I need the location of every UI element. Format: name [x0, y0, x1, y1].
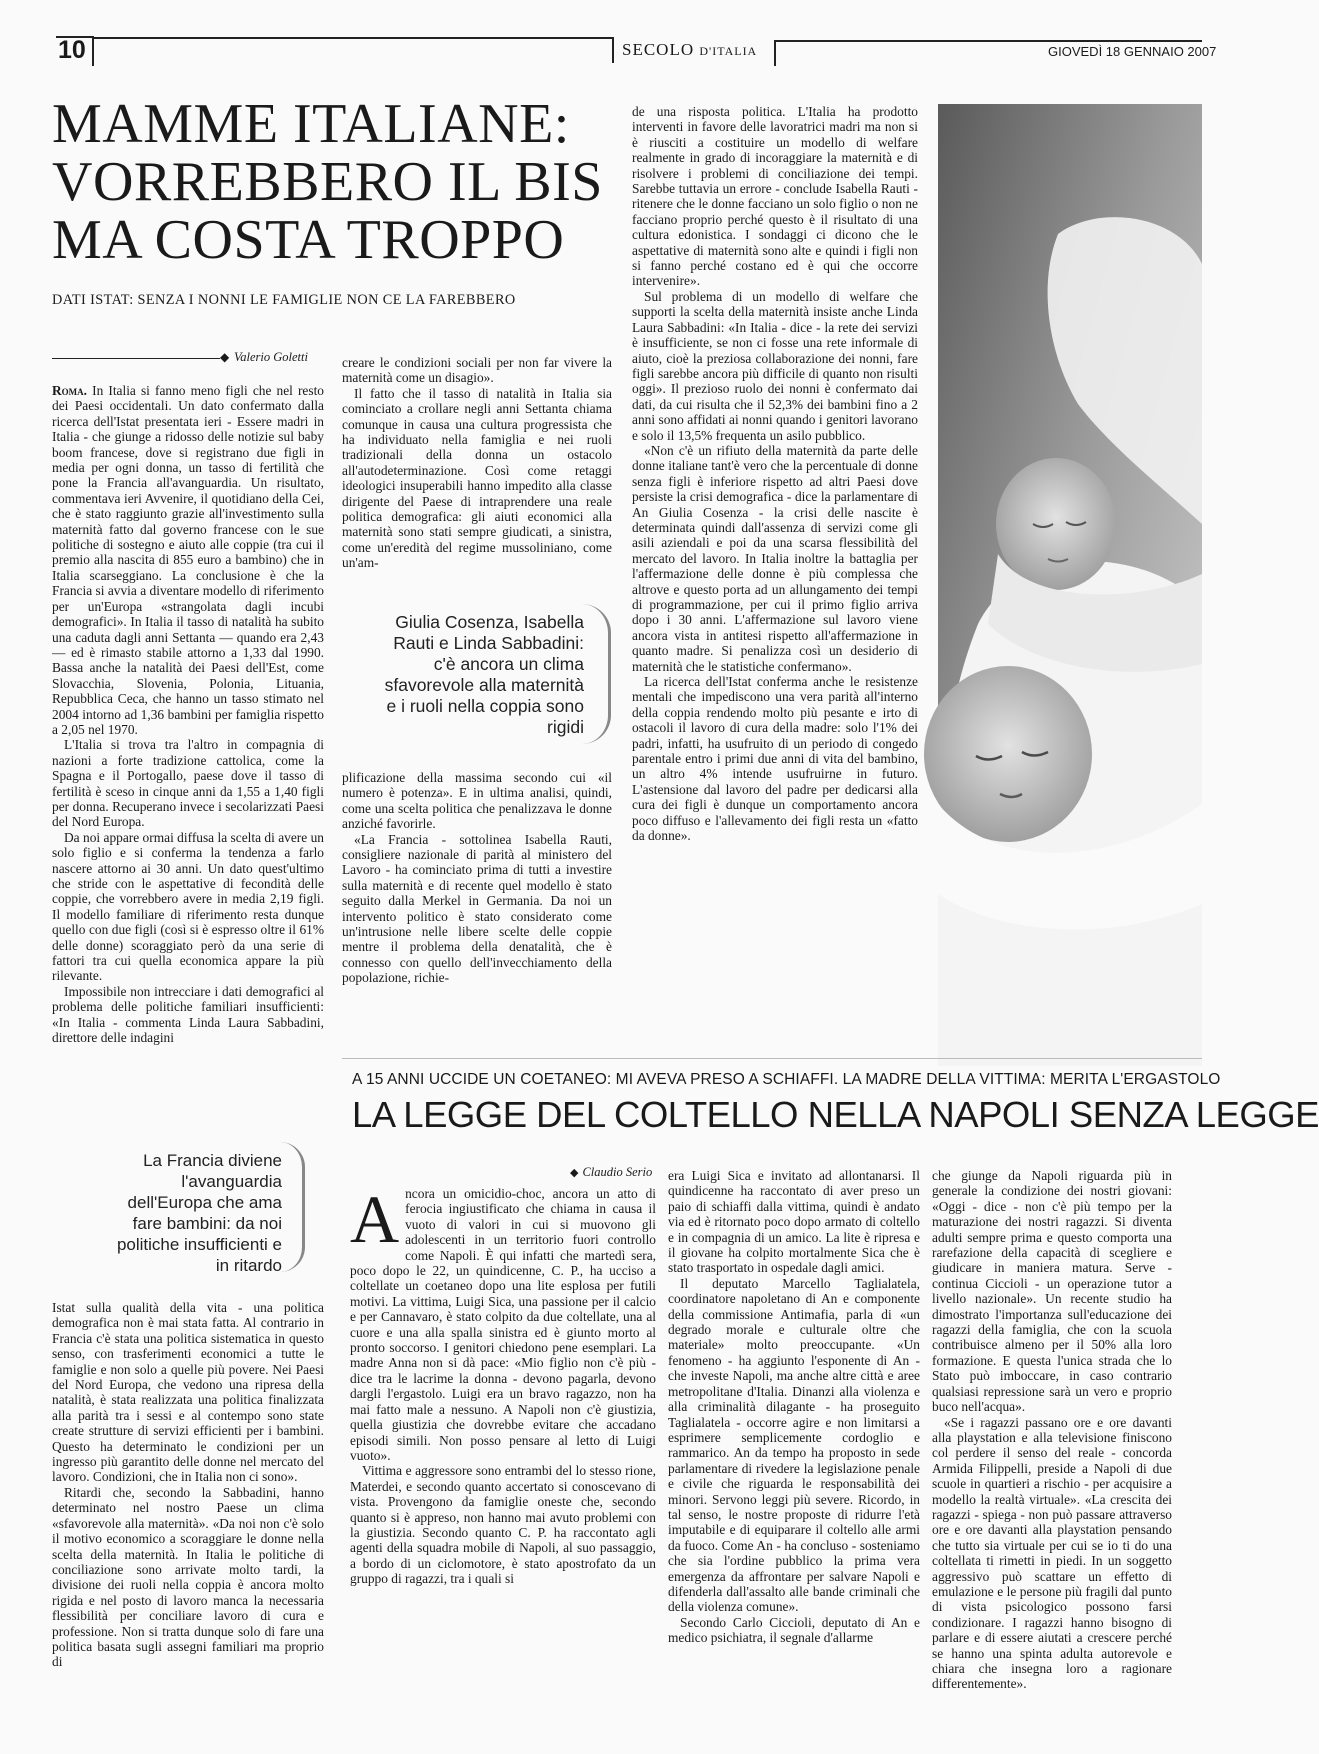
paragraph: che giunge da Napoli riguarda più in generale la condizione dei nostri giovani: «Oggi - dice - non c'è più tempo per la maturazione dei nostri ragazzi. Si diventa adulti sempre prima e questo comporta una rarefazione della capacità di scegliere e giudicare in maniera matura. Serve - continua Ciccioli - un operazione tutor a livello nazionale». Un recente studio ha dimostrato l'importanza sull'educazione dei ragazzi della famiglia, che con la scuola contribuisce almeno per il 50% alla loro formazione. E questa l'unica strada che lo Stato può imboccare, in caso contrario qualsiasi repressione sarà un vero e proprio buco nell'acqua».	[932, 1168, 1172, 1415]
byline-rule	[52, 358, 220, 359]
paragraph: era Luigi Sica e invitato ad allontanarsi. Il quindicenne ha raccontato di aver preso un paio di schiaffi dalla vittima, quindi è andato via ed è ritornato poco dopo armato di coltello e in compagnia di un amico. La lite è ripresa e il giovane ha colpito mortalmente Sica che è stato trasportato in ospedale dagli amici.	[668, 1168, 920, 1276]
paragraph: Da noi appare ormai diffusa la scelta di avere un solo figlio e si conferma la tendenza a farlo nascere attorno ai 30 anni. Un dato quest'ultimo che stride con le aspettative di fecondità delle coppie, che vorrebbero avere in media 2,19 figli. Il modello familiare di riferimento resta dunque quello con due figli (così si è espresso oltre il 61% delle donne) scoraggiato però da una serie di fattori tra cui quella economica appare la più rilevante.	[52, 829, 324, 984]
paragraph: Secondo Carlo Ciccioli, deputato di An e medico psichiatra, il segnale d'allarme	[668, 1614, 920, 1646]
header-rule-right	[774, 40, 1202, 42]
pull-quote-2-bracket-icon	[280, 1142, 305, 1272]
paragraph: ncora un omicidio-choc, ancora un atto di ferocia ingiustificato che chiama in causa il vuoto di valori in cui si muovono gli adolescenti in un territorio fuori controllo come Napoli. È qui infatti che martedì sera, poco dopo le 22, un quindicenne, C. P., ha ucciso a coltellate un coetaneo dopo una lite esplosa per futili motivi. La vittima, Luigi Sica, una passione per il calcio e per Cannavaro, è stato colpito da due coltellate, una al cuore e una alla spalla sinistra ed è giunto morto al pronto soccorso. I genitori chiedono pene esemplari. La madre Anna non si dà pace: «Mio figlio non c'è più - dice tra le lacrime la donna - devono pagarla, devono dargli l'ergastolo. Luigi era un bravo ragazzo, non ha mai fatto male a nessuno. A Napoli non c'è giustizia, quella giustizia che dovrebbe evitare che accadano episodi simili. Non posso pensare al letto di Luigi vuoto».	[350, 1186, 656, 1463]
paragraph: plificazione della massima secondo cui «il numero è potenza». E in ultima analisi, quindi, come una scelta politica che penalizzava le donne anziché favorirle.	[342, 770, 612, 832]
paragraph: Istat sulla qualità della vita - una politica demografica non è mai stata fatta. Al contrario in Francia c'è stata una politica sistematica in questo senso, con trasferimenti economici a tutte le famiglie e non solo a quelle più povere. Nei Paesi del Nord Europa, che vedono una ripresa della natalità, è stata realizzata una politica finalizzata alla parità tra i sessi e al contempo sono state create strutture di servizi efficienti per i bambini. Questo ha determinato le condizioni per un ingresso più garantito delle donne nel mercato del lavoro. Condizioni, che in Italia non ci sono».	[52, 1300, 324, 1485]
paragraph: Il deputato Marcello Taglialatela, coordinatore napoletano di An e componente della commissione Antimafia, parla di «un degrado morale e culturale oltre che materiale» molto preoccupante. «Un fenomeno - ha aggiunto l'esponente di An - che investe Napoli, ma anche altre città e aree metropolitane d'Italia. Dinanzi alla violenza e alla criminalità dilagante - ha proseguito Taglialatela - occorre agire e non limitarsi a esprimere semplicemente cordoglio e rammarico. An da tempo ha proposto in sede parlamentare di rivedere la legislazione penale e civile che riguarda le responsabilità dei minori. Servono leggi più severe. Ricordo, in tal senso, le nostre proposte di ridurre l'età imputabile e di equiparare il coltello alle armi da fuoco. Come An - ha concluso - sosteniamo che sia l'ordine pubblico la prima vera emergenza da affrontare per salvare Napoli e difenderla dall'assalto alle bande criminali che della violenza comune».	[668, 1275, 920, 1615]
paragraph: de una risposta politica. L'Italia ha prodotto interventi in favore delle lavoratrici madri ma non si è riusciti a costituire un modello di welfare realmente in grado di incoraggiare la maternità e di risolvere i problemi di conciliazione dei tempi. Sarebbe tuttavia un errore - conclude Isabella Rauti - ritenere che le donne facciano un solo figlio o non ne facciano proprio perché questo è il risultato di una cultura edonistica. I sondaggi ci dicono che le aspettative di maternità sono alte e quindi i figli non si fanno perché costano ed è qui che occorre intervenire».	[632, 104, 918, 289]
headline-line-3: MA COSTA TROPPO	[52, 209, 565, 271]
article1-column-2-bottom	[342, 770, 612, 992]
article2-column-1	[350, 1181, 656, 1754]
article1-byline	[52, 350, 324, 366]
article2-column-3	[932, 1168, 1172, 1754]
paragraph: creare le condizioni sociali per non far vivere la maternità come un disagio».	[342, 355, 612, 386]
article1-subhead: DATI ISTAT: SENZA I NONNI LE FAMIGLIE NON CE LA FAREBBERO	[52, 292, 516, 308]
page-number: 10	[58, 36, 86, 64]
byline-diamond-icon: ◆	[570, 1167, 579, 1179]
page-header	[56, 36, 1217, 70]
headline-line-2: VORREBBERO IL BIS	[52, 151, 603, 213]
paragraph	[52, 383, 324, 737]
newborn-babies-photo	[938, 104, 1202, 1066]
pull-quote-2: La Francia diviene l'avanguardia dell'Europa che ama fare bambini: da noi politiche insufficienti e in ritardo	[116, 1151, 282, 1275]
article2-column-2	[668, 1168, 920, 1754]
paragraph: «Se i ragazzi passano ore e ore davanti alla playstation e alla televisione finiscono col perdere il senso del reale - concorda Armida Filippelli, preside a Napoli di due scuole in quartieri a rischio - per acquisire a modello la realtà virtuale». «La crescita dei ragazzi - spiega - non può passare attraverso ore e ore davanti alla playstation pensando che tutto sia virtuale per cui se io ti do una coltellata ti rimetti in piedi. In un soggetto aggressivo può scattare un effetto di emulazione e le persone più fragili dal punto di vista psicologico possono farsi condizionare. I ragazzi hanno bisogno di parlare e di essere aiutati a crescere perché se hanno una spinta adulta autorevole e chiara che insegna loro a ragionare differentemente».	[932, 1414, 1172, 1692]
paragraph: Impossibile non intrecciare i dati demografici al problema delle politiche familiari insufficienti: «In Italia - commenta Linda Laura Sabbadini, direttore delle indagini	[52, 983, 324, 1046]
paragraph: La ricerca dell'Istat conferma anche le resistenze mentali che impediscono una vera parità all'interno della coppia rendendo molto più pesante e irto di ostacoli il lavoro di cura della madre: solo l'1% dei padri, infatti, ha usufruito di un periodo di congedo parentale entro i primi due anni di vita del bambino, un altro 4% intende usufruirne in futuro. L'astensione dal lavoro del padre per dedicarsi alla cura dei figli è dunque un comportamento ancora poco diffuso e l'allevamento dei figli resta un «fatto da donne».	[632, 674, 918, 844]
article1-column-1	[52, 383, 324, 1057]
paragraph: «Non c'è un rifiuto della maternità da parte delle donne italiane tant'è vero che la percentuale di donne senza figli è inferiore rispetto ad altri Paesi dove persiste la crisi demografica - dice la parlamentare di An Giulia Cosenza - la crisi delle nascite è determinata quindi dall'assenza di servizi come gli asili aziendali e poi da una scarsa flessibilità del mercato del lavoro. In Italia inoltre la battaglia per l'affermazione delle donne è più complessa che altrove e questo porta ad un allungamento dei tempi di programmazione, per cui il primo figlio arriva dopo i 30 anni. L'affermazione sul lavoro viene ancora vista in antitesi rispetto all'affermazione in quanto madre. Si penalizza così un desiderio di maternità che le statistiche confermano».	[632, 442, 918, 674]
article1-column-2-top	[342, 355, 612, 589]
paragraph: Il fatto che il tasso di natalità in Italia sia cominciato a crollare negli anni Settanta chiama comunque in causa una cultura progressista che ha individuato nella famiglia e nei ruoli tradizionali della donna un ostacolo all'autodeterminazione. Così come retaggi ideologici insuperabili hanno impedito alla classe dirigente del Paese di intraprendere una reale politica demografica: gli aiuti economici alla maternità sono stati sempre giudicati, a sinistra, come un'eredità del regime mussoliniano, come un'am-	[342, 385, 612, 571]
section-divider	[342, 1058, 1202, 1059]
paragraph: Vittima e aggressore sono entrambi del lo stesso rione, Materdei, e secondo quanto accertato si conoscevano di vista. Provengono da famiglie oneste che, secondo quanto si è appreso, non hanno mai avuto problemi con la giustizia. Secondo quanto C. P. ha raccontato agli agenti della squadra mobile di Napoli, al suo passaggio, a bordo di un ciclomotore, è stato apostrofato da un gruppo di ragazzi, tra i quali si	[350, 1463, 656, 1587]
pull-quote-1-bracket-icon	[582, 604, 611, 744]
byline-author: Claudio Serio	[582, 1165, 653, 1179]
pull-quote-1: Giulia Cosenza, Isabella Rauti e Linda Sabbadini: c'è ancora un clima sfavorevole alla maternità e i ruoli nella coppia sono rigidi	[384, 612, 584, 737]
newspaper-name-suffix: D'ITALIA	[699, 44, 758, 58]
article2-kicker: A 15 ANNI UCCIDE UN COETANEO: MI AVEVA PRESO A SCHIAFFI. LA MADRE DELLA VITTIMA: MERITA L'ERGASTOLO	[352, 1071, 1221, 1088]
article1-column-3	[632, 104, 918, 990]
article2-headline: LA LEGGE DEL COLTELLO NELLA NAPOLI SENZA LEGGE	[352, 1094, 1319, 1135]
issue-date: GIOVEDÌ 18 GENNAIO 2007	[1048, 44, 1217, 59]
headline-line-1: MAMME ITALIANE:	[52, 93, 570, 155]
header-rule-name-right	[774, 40, 776, 66]
drop-cap: A	[350, 1181, 400, 1257]
dateline: Roma.	[52, 383, 88, 398]
babies-photo-illustration	[938, 104, 1202, 1066]
paragraph: L'Italia si trova tra l'altro in compagnia di nazioni a forte tradizione cattolica, come la Spagna e il Portogallo, paese dove il tasso di fertilità è sceso in cinque anni da 1,55 a 1,40 figli per donna. Recuperano invece i secolarizzati Paesi del Nord Europa.	[52, 737, 324, 830]
paragraph-text: In Italia si fanno meno figli che nel resto dei Paesi occidentali. Un dato confermato dalla ricerca dell'Istat presentata ieri - Essere madri in Italia - che giunge a ridosso delle notizie sul baby boom francese, dove si registrano due figli in media per ogni donna, un tasso di fertilità che pone la Francia all'avanguardia. Un risultato, commentava ieri Avvenire, il quotidiano della Cei, che è stato raggiunto grazie all'investimento sulla maternità fatto dal governo francese con le sue politiche di sostegno e aiuto alle coppie (tra cui il premio alla nascita di 855 euro a bambino) che in Italia scarseggiano. La conclusione è che la Francia si avvia a diventare modello di riferimento per un'Europa «strangolata dagli incubi demografici». In Italia il tasso di natalità ha subito una caduta dagli anni Settanta — quando era 2,43 — ed è rimasto stabile attorno a 1,33 dal 1990. Bassa anche la natalità dei Paesi dell'Est, come Slovacchia, Slovenia, Polonia, Lituania, Repubblica Ceca, che hanno un tasso stimato nel 2004 intorno ad 1,36 bambini per famiglia rispetto a 2,05 nel 1970.	[52, 383, 324, 737]
header-rule-left-vertical	[92, 36, 94, 66]
article1-column-1-continued	[52, 1300, 324, 1754]
header-rule-mid	[92, 37, 612, 39]
article1-headline	[52, 95, 632, 269]
newspaper-name-main: SECOLO	[622, 40, 695, 59]
newspaper-name	[622, 40, 757, 60]
byline-diamond-icon: ◆	[220, 350, 230, 364]
paragraph: Ritardi che, secondo la Sabbadini, hanno determinato nel nostro Paese un clima «sfavorevole alla maternità». «Da noi non c'è solo il motivo economico a scoraggiare le donne nella scelta della maternità. In Italia le politiche di conciliazione sono arrivate molto tardi, la divisione dei ruoli nella coppia è ancora molto rigida e nel posto di lavoro manca la necessaria flessibilità per conciliare lavoro di cura e professione. Non si tratta dunque solo di fare una politica basata sugli assegni familiari ma proprio di	[52, 1484, 324, 1670]
byline-author: Valerio Goletti	[234, 350, 308, 364]
paragraph: «La Francia - sottolinea Isabella Rauti, consigliere nazionale di parità al ministero del Lavoro - ha cominciato prima di tutti a investire sulla maternità e di recente quel modello è stato seguito dalla Merkel in Germania. Da noi un intervento politico è stato considerato come un'intrusione nelle libere scelte delle coppie mentre il problema della denatalità, che è connesso con quello dell'invecchiamento della popolazione, richie-	[342, 831, 612, 986]
article2-byline	[570, 1163, 670, 1181]
header-rule-name-left	[612, 37, 614, 63]
paragraph: Sul problema di un modello di welfare che supporti la scelta della maternità insiste anche Linda Laura Sabbadini: «In Italia - dice - la rete dei servizi è insufficiente, se non ci fosse una rete informale di aiuto, cioè la preziosa collaborazione dei nonni, fare figli sarebbe ancora più difficile di quanto non risulti oggi». Il prezioso ruolo dei nonni è confermato dai dati, da cui risulta che il 52,3% dei bambini fino a 2 anni sono affidati ai nonni quando i genitori lavorano e solo il 13,5% frequenta un asilo pubblico.	[632, 288, 918, 443]
